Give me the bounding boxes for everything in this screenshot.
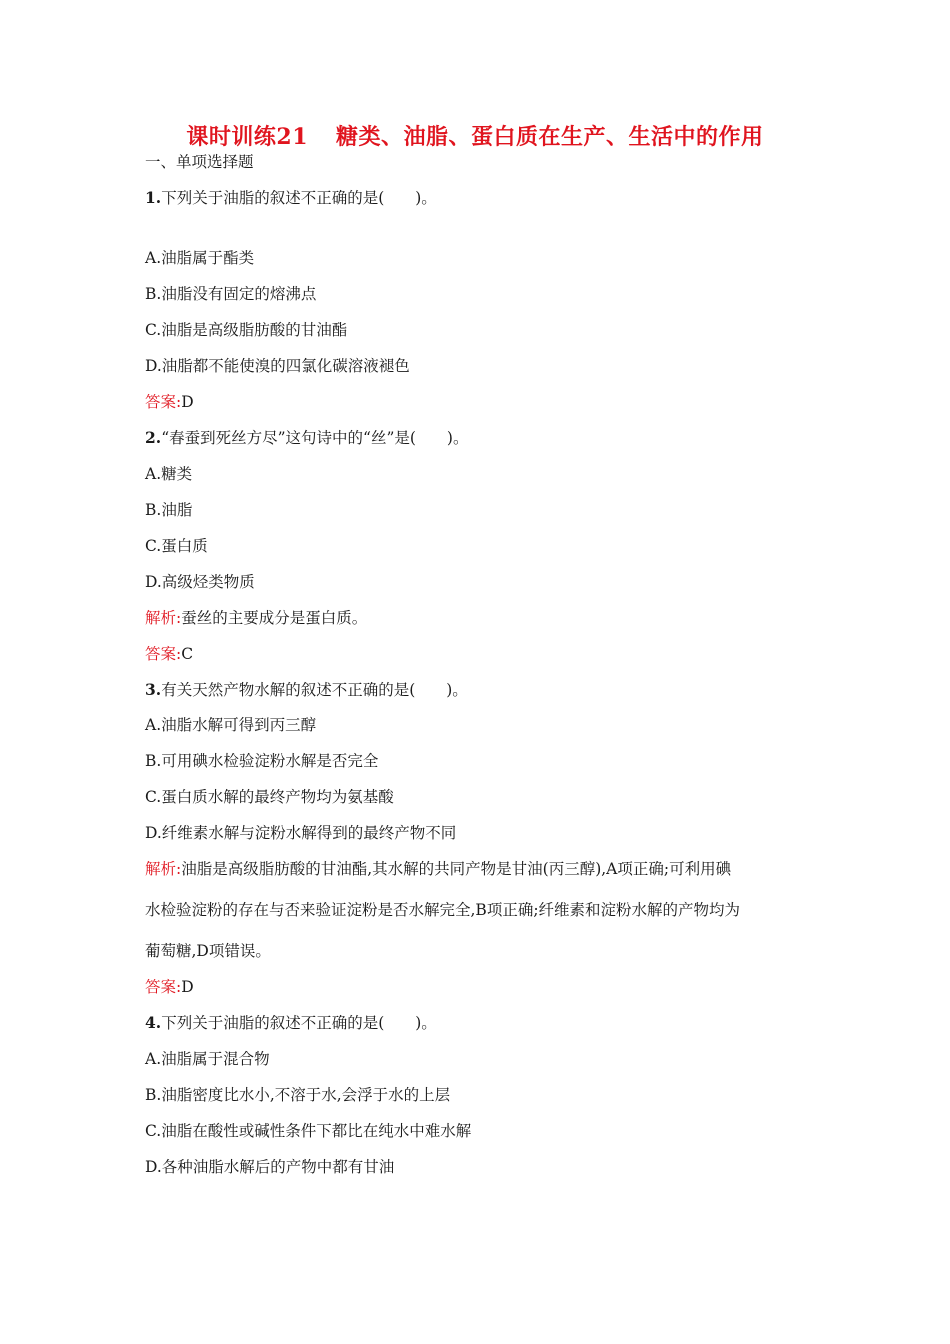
question-number: 4. <box>145 1013 162 1032</box>
q1-option-b: B.油脂没有固定的熔沸点 <box>145 285 317 303</box>
analysis-text: 蚕丝的主要成分是蛋白质。 <box>181 609 368 627</box>
question-1 <box>145 188 437 208</box>
q3-answer <box>145 977 194 997</box>
title-lesson: 课时训练21 <box>186 124 309 150</box>
question-number: 3. <box>145 680 162 699</box>
answer-value: C <box>181 645 194 663</box>
answer-label: 答案: <box>145 393 182 411</box>
q3-analysis-line-2: 水检验淀粉的存在与否来验证淀粉是否水解完全,B项正确;纤维素和淀粉水解的产物均为 <box>145 901 741 919</box>
question-4 <box>145 1013 437 1033</box>
q3-analysis-line-3: 葡萄糖,D项错误。 <box>145 942 271 960</box>
question-stem: 下列关于油脂的叙述不正确的是( )。 <box>161 189 437 207</box>
analysis-label: 解析: <box>145 860 182 878</box>
q3-option-d: D.纤维素水解与淀粉水解得到的最终产物不同 <box>145 824 457 842</box>
q2-answer <box>145 644 193 664</box>
analysis-text: 油脂是高级脂肪酸的甘油酯,其水解的共同产物是甘油(丙三醇),A项正确;可利用碘 <box>181 860 732 878</box>
section-heading: 一、单项选择题 <box>145 153 254 171</box>
q2-option-d: D.高级烃类物质 <box>145 573 255 591</box>
q2-option-a: A.糖类 <box>145 465 193 483</box>
answer-label: 答案: <box>145 645 182 663</box>
q4-option-c: C.油脂在酸性或碱性条件下都比在纯水中难水解 <box>145 1122 472 1140</box>
answer-value: D <box>181 978 194 996</box>
q3-option-c: C.蛋白质水解的最终产物均为氨基酸 <box>145 788 394 806</box>
q1-option-d: D.油脂都不能使溴的四氯化碳溶液褪色 <box>145 357 410 375</box>
question-stem: “春蚕到死丝方尽”这句诗中的“丝”是( )。 <box>161 429 469 447</box>
title-topic: 糖类、油脂、蛋白质在生产、生活中的作用 <box>336 124 764 150</box>
q3-option-a: A.油脂水解可得到丙三醇 <box>145 716 317 734</box>
q4-option-b: B.油脂密度比水小,不溶于水,会浮于水的上层 <box>145 1086 451 1104</box>
page-title <box>0 120 950 151</box>
q3-analysis-line-1 <box>145 859 805 879</box>
q2-option-b: B.油脂 <box>145 501 193 519</box>
question-stem: 下列关于油脂的叙述不正确的是( )。 <box>161 1014 437 1032</box>
q2-option-c: C.蛋白质 <box>145 537 208 555</box>
answer-label: 答案: <box>145 978 182 996</box>
q3-option-b: B.可用碘水检验淀粉水解是否完全 <box>145 752 379 770</box>
q4-option-a: A.油脂属于混合物 <box>145 1050 270 1068</box>
q1-answer <box>145 392 194 412</box>
analysis-label: 解析: <box>145 609 182 627</box>
question-number: 2. <box>145 428 162 447</box>
q1-option-a: A.油脂属于酯类 <box>145 249 255 267</box>
q2-analysis <box>145 608 367 628</box>
question-stem: 有关天然产物水解的叙述不正确的是( )。 <box>161 681 468 699</box>
q4-option-d: D.各种油脂水解后的产物中都有甘油 <box>145 1158 395 1176</box>
question-number: 1. <box>145 188 162 207</box>
question-2 <box>145 428 468 448</box>
answer-value: D <box>181 393 194 411</box>
question-3 <box>145 680 468 700</box>
q1-option-c: C.油脂是高级脂肪酸的甘油酯 <box>145 321 348 339</box>
